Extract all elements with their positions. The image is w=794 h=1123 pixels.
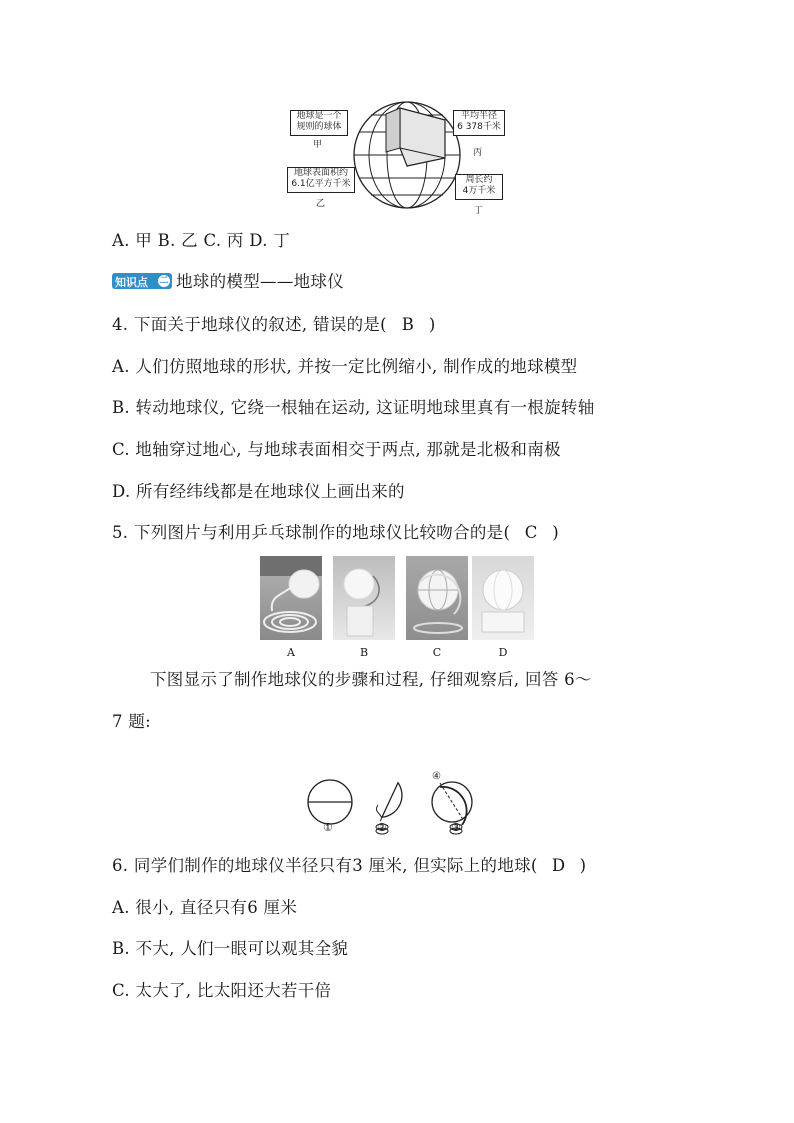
label-box-bing: 平均半径 6 378千米 [453,110,505,136]
q5-answer: C [524,523,538,542]
q6-option-c: C. 太大了, 比太阳还大若干倍 [112,981,332,1000]
intro-line-2: 7 题: [112,712,152,731]
photo-label-d: D [498,646,508,659]
q4-option-d: D. 所有经纬线都是在地球仪上画出来的 [112,482,405,501]
q4-option-c: C. 地轴穿过地心, 与地球表面相交于两点, 那就是北极和南极 [112,440,561,459]
q6-option-b: B. 不大, 人们一眼可以观其全貌 [112,939,349,958]
q4-option-b: B. 转动地球仪, 它绕一根轴在运动, 这证明地球里真有一根旋转轴 [112,398,595,417]
photo-label-c: C [432,646,442,659]
intro-line-1: 下图显示了制作地球仪的步骤和过程, 仔细观察后, 回答 6～ [150,670,592,689]
knowledge-point-tag [112,273,172,289]
q6-answer: D [551,856,566,875]
q5-stem [112,522,559,544]
photo-c [406,556,468,640]
step-label-1: ① [323,821,333,834]
step-label-3: ③ [451,821,461,834]
caption-yi: 乙 [316,199,326,209]
q4-answer: B [401,315,415,334]
q4-stem [112,314,436,336]
q3-options: A. 甲 B. 乙 C. 丙 D. 丁 [112,231,291,250]
photo-label-b: B [359,646,369,659]
step-label-2: ② [377,821,387,834]
q6-stem-text: 6. 同学们制作的地球仪半径只有3 厘米, 但实际上的地球( [112,856,538,875]
label-box-ding: 周长约 4万千米 [455,174,503,200]
caption-bing: 丙 [473,148,483,158]
label-box-jia: 地球是一个 规则的球体 [290,110,348,136]
photo-b [333,556,395,640]
caption-ding: 丁 [474,206,484,216]
photo-d [472,556,534,640]
photo-label-a: A [287,646,295,659]
section-title: 地球的模型——地球仪 [176,272,344,291]
q6-close: ) [579,856,587,875]
tag-number: 二 [159,276,169,286]
q6-option-a: A. 很小, 直径只有6 厘米 [112,898,298,917]
q6-stem [112,855,586,877]
q4-close: ) [428,315,436,334]
q5-close: ) [552,523,559,542]
q5-stem-text: 5. 下列图片与利用乒乓球制作的地球仪比较吻合的是( [112,523,511,542]
q4-option-a: A. 人们仿照地球的形状, 并按一定比例缩小, 制作成的地球模型 [112,357,578,376]
step-label-4: ④ [432,771,441,782]
photo-a [260,556,322,640]
q4-stem-text: 4. 下面关于地球仪的叙述, 错误的是( [112,315,387,334]
label-box-yi: 地球表面积约 6.1亿平方千米 [287,167,355,193]
earth-shape-figure [280,100,520,215]
caption-jia: 甲 [313,140,323,150]
tag-text: 知识点 [115,276,148,289]
